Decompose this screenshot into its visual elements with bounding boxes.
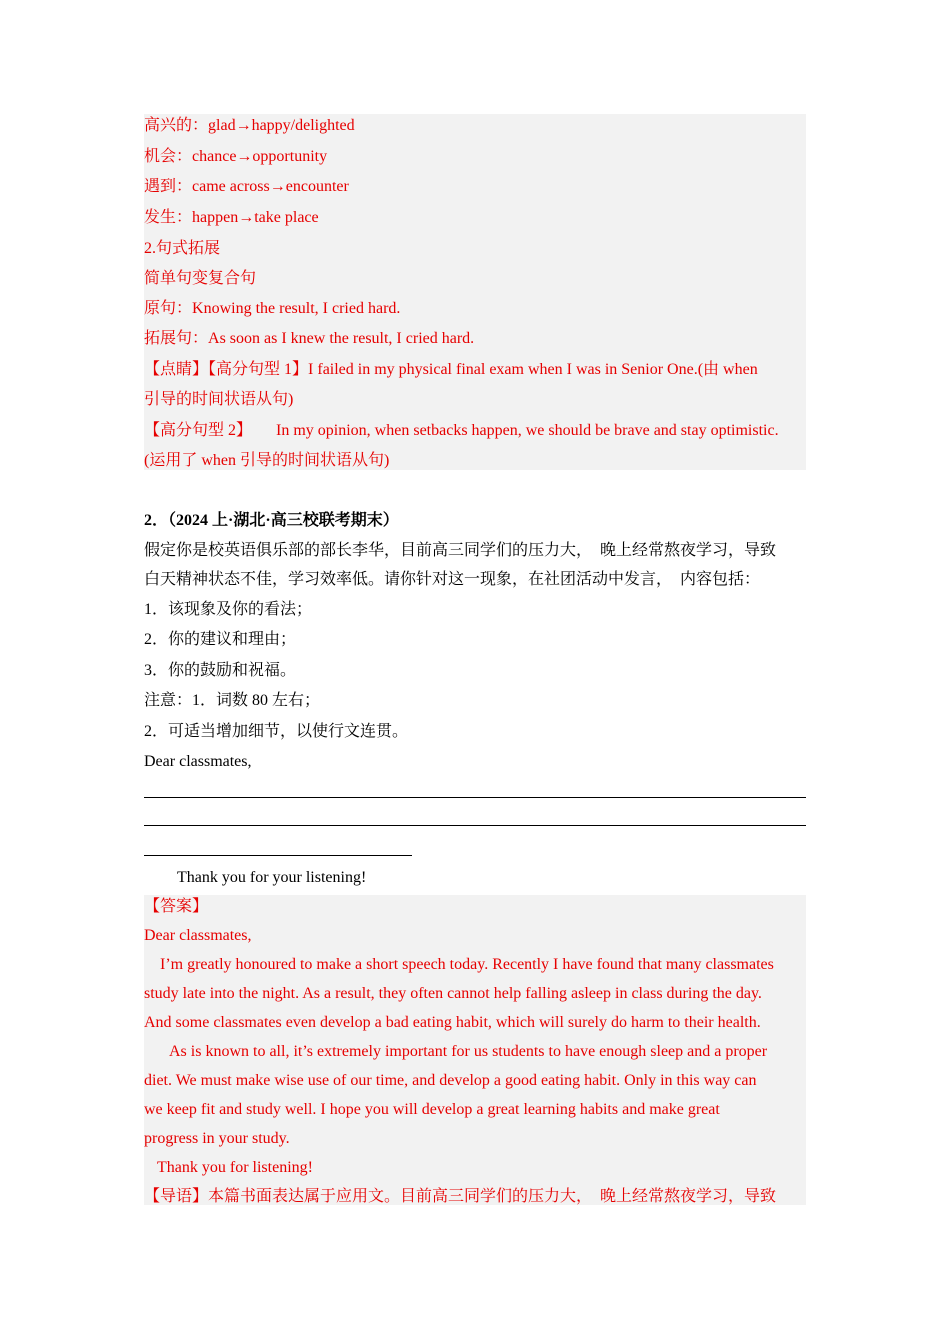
answer-line: diet. We must make wise use of our time, and develop a good eating habit. Only in this way can bbox=[144, 1072, 757, 1089]
vocab-item: 遇到：came across→encounter bbox=[144, 178, 349, 195]
answer-blank-line bbox=[144, 855, 412, 856]
highlight-sentence-2-cont: (运用了 when 引导的时间状语从句) bbox=[144, 452, 390, 469]
answer-blank-line bbox=[144, 825, 806, 826]
requirement-item: 1．该现象及你的看法； bbox=[144, 601, 313, 618]
question-header: 2．（2024 上·湖北·高三校联考期末） bbox=[144, 512, 399, 529]
note: 2．可适当增加细节，以使行文连贯。 bbox=[144, 723, 409, 740]
arrow-icon: → bbox=[238, 209, 255, 226]
answer-line: And some classmates even develop a bad eating habit, which will surely do harm to their health. bbox=[144, 1014, 761, 1031]
vocab-item: 高兴的：glad→happy/delighted bbox=[144, 117, 355, 134]
answer-blank-line bbox=[144, 797, 806, 798]
arrow-icon: → bbox=[235, 117, 252, 134]
question-prompt: 假定你是校英语俱乐部的部长李华，目前高三同学们的压力大， 晚上经常熬夜学习，导致 bbox=[144, 542, 777, 559]
original-sentence: 原句：Knowing the result, I cried hard. bbox=[144, 300, 401, 317]
question-prompt: 白天精神状态不佳，学习效率低。请你针对这一现象，在社团活动中发言， 内容包括： bbox=[144, 571, 761, 588]
answer-salutation: Dear classmates, bbox=[144, 927, 252, 944]
arrow-icon: → bbox=[269, 178, 286, 195]
vocab-item: 发生：happen→take place bbox=[144, 209, 319, 226]
requirement-item: 3．你的鼓励和祝福。 bbox=[144, 662, 297, 679]
answer-line: we keep fit and study well. I hope you will develop a great learning habits and make great bbox=[144, 1101, 720, 1118]
answer-line: As is known to all, it’s extremely important for us students to have enough sleep and a proper bbox=[169, 1043, 768, 1060]
answer-line: progress in your study. bbox=[144, 1130, 290, 1147]
answer-tag: 【答案】 bbox=[144, 898, 209, 915]
vocab-item: 机会：chance→opportunity bbox=[144, 148, 328, 165]
closing: Thank you for your listening! bbox=[177, 869, 367, 886]
pattern-heading: 2.句式拓展 bbox=[144, 240, 221, 257]
highlight-sentence-2: 【高分句型 2】 In my opinion, when setbacks happen, we should be brave and stay optimistic. bbox=[144, 422, 779, 439]
requirement-item: 2．你的建议和理由； bbox=[144, 631, 297, 648]
expanded-sentence: 拓展句：As soon as I knew the result, I cried hard. bbox=[144, 330, 475, 347]
answer-line: I’m greatly honoured to make a short speech today. Recently I have found that many classmates bbox=[160, 956, 774, 973]
salutation: Dear classmates, bbox=[144, 753, 252, 770]
arrow-icon: → bbox=[236, 148, 253, 165]
highlight-sentence-1-cont: 引导的时间状语从句) bbox=[144, 391, 294, 408]
highlight-sentence-1: 【点睛】【高分句型 1】I failed in my physical final exam when I was in Senior One.(由 when bbox=[144, 361, 758, 378]
pattern-subheading: 简单句变复合句 bbox=[144, 270, 257, 287]
answer-line: study late into the night. As a result, they often cannot help falling asleep in class during the day. bbox=[144, 985, 762, 1002]
note: 注意：1．词数 80 左右； bbox=[144, 692, 321, 709]
answer-closing: Thank you for listening! bbox=[157, 1159, 313, 1176]
guide-line: 【导语】本篇书面表达属于应用文。目前高三同学们的压力大， 晚上经常熬夜学习，导致 bbox=[144, 1188, 777, 1205]
